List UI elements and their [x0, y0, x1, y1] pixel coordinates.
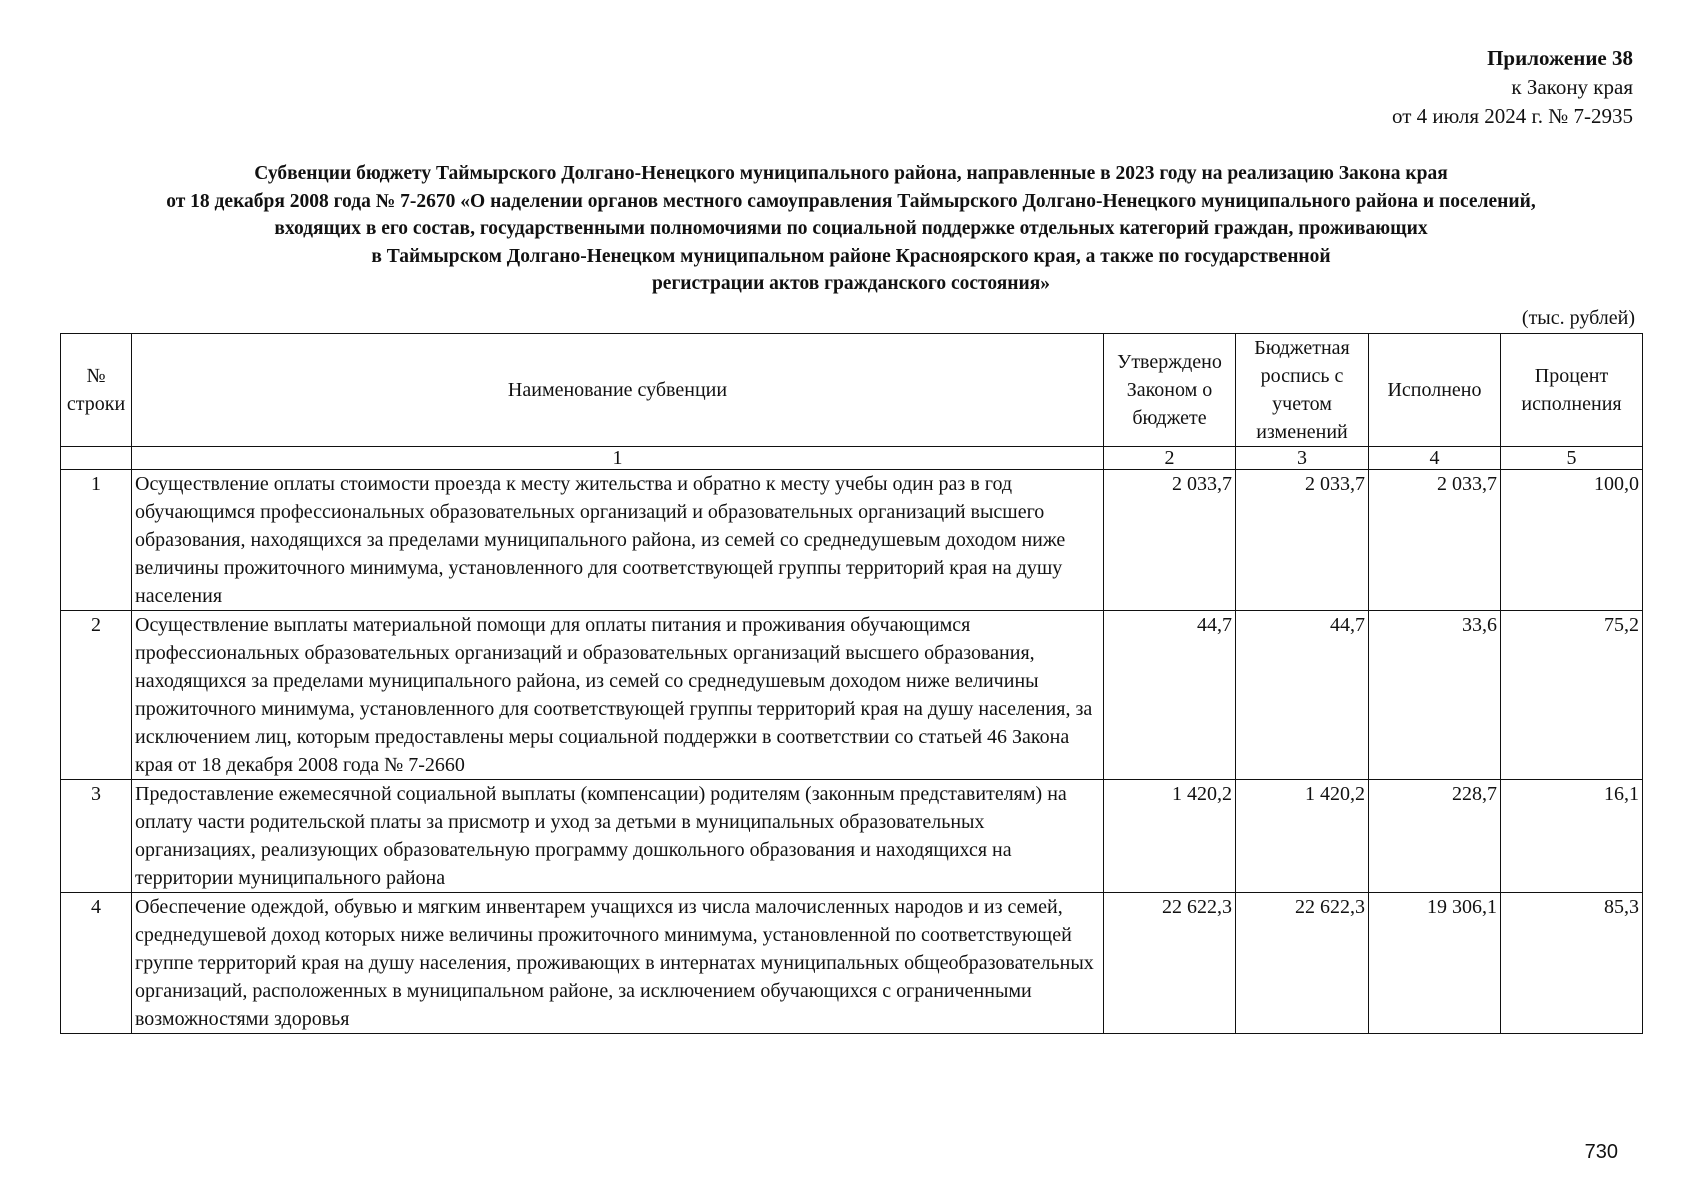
budget-schedule-value: 1 420,2	[1236, 780, 1369, 893]
column-number: 5	[1501, 447, 1643, 470]
column-number: 3	[1236, 447, 1369, 470]
table-row	[61, 780, 1643, 893]
percent-value: 75,2	[1501, 611, 1643, 780]
title-line: от 18 декабря 2008 года № 7-2670 «О наделении органов местного самоуправления Таймырского Долгано-Ненецкого муниципального района и поселений,	[166, 190, 1536, 212]
percent-value: 85,3	[1501, 893, 1643, 1034]
appendix-number: Приложение 38	[1487, 46, 1633, 70]
header-percent: Процент исполнения	[1501, 334, 1643, 447]
law-date-reference: от 4 июля 2024 г. № 7-2935	[1392, 104, 1633, 128]
approved-value: 1 420,2	[1104, 780, 1236, 893]
column-number-empty	[61, 447, 132, 470]
approved-value: 22 622,3	[1104, 893, 1236, 1034]
table-row	[61, 470, 1643, 611]
header-budget-schedule: Бюджетная роспись с учетом изменений	[1236, 334, 1369, 447]
table-row	[61, 893, 1643, 1034]
column-number: 4	[1369, 447, 1501, 470]
title-line: входящих в его состав, государственными полномочиями по социальной поддержке отдельных категорий граждан, проживающих	[274, 218, 1428, 239]
executed-value: 33,6	[1369, 611, 1501, 780]
header-name: Наименование субвенции	[132, 334, 1104, 447]
title-line: в Таймырском Долгано-Ненецком муниципальном районе Красноярского края, а также по государственной	[371, 245, 1331, 267]
row-number: 4	[61, 893, 132, 1034]
budget-schedule-value: 44,7	[1236, 611, 1369, 780]
column-number-row	[61, 447, 1643, 470]
column-number: 2	[1104, 447, 1236, 470]
title-line: Субвенции бюджету Таймырского Долгано-Ненецкого муниципального района, направленные в 2023 году на реализацию Закона края	[254, 163, 1448, 184]
header-approved: Утверждено Законом о бюджете	[1104, 334, 1236, 447]
subvention-name: Осуществление выплаты материальной помощи для оплаты питания и проживания обучающимся профессиональных образовательных организаций и образовательных организаций высшего образования, находящихся за пределами муниципального района, из семей со среднедушевым доходом ниже величины прожиточного минимума, установленного для соответствующей группы территорий края на душу населения, за исключением лиц, которым предоставлены меры социальной поддержки в соответствии со статьей 46 Закона края от 18 декабря 2008 года № 7-2660	[132, 611, 1104, 780]
subvention-name: Обеспечение одеждой, обувью и мягким инвентарем учащихся из числа малочисленных народов и из семей, среднедушевой доход которых ниже величины прожиточного минимума, установленной по соответствующей группе территорий края на душу населения, проживающих в интернатах муниципальных общеобразовательных организаций, расположенных в муниципальном районе, за исключением обучающихся с ограниченными возможностями здоровья	[132, 893, 1104, 1034]
title-line: регистрации актов гражданского состояния»	[651, 273, 1051, 294]
budget-schedule-value: 22 622,3	[1236, 893, 1369, 1034]
approved-value: 2 033,7	[1104, 470, 1236, 611]
executed-value: 228,7	[1369, 780, 1501, 893]
subventions-table	[60, 333, 1643, 1034]
approved-value: 44,7	[1104, 611, 1236, 780]
row-number: 2	[61, 611, 132, 780]
row-number: 1	[61, 470, 132, 611]
budget-schedule-value: 2 033,7	[1236, 470, 1369, 611]
units-label: (тыс. рублей)	[1521, 307, 1635, 329]
column-number: 1	[132, 447, 1104, 470]
executed-value: 2 033,7	[1369, 470, 1501, 611]
subvention-name: Осуществление оплаты стоимости проезда к месту жительства и обратно к месту учебы один раз в год обучающимся профессиональных образовательных организаций и образовательных организаций высшего образования, находящихся за пределами муниципального района, из семей со среднедушевым доходом ниже величины прожиточного минимума, установленного для соответствующей группы территорий края на душу населения	[132, 470, 1104, 611]
header-executed: Исполнено	[1369, 334, 1501, 447]
subvention-name: Предоставление ежемесячной социальной выплаты (компенсации) родителям (законным представителям) на оплату части родительской платы за присмотр и уход за детьми в муниципальных образовательных организациях, реализующих образовательную программу дошкольного образования и находящихся на территории муниципального района	[132, 780, 1104, 893]
header-row-number: № строки	[61, 334, 132, 447]
table-row	[61, 611, 1643, 780]
law-reference: к Закону края	[1511, 75, 1633, 99]
document-title	[40, 160, 1662, 298]
row-number: 3	[61, 780, 132, 893]
appendix-header	[1392, 44, 1633, 131]
page-number: 730	[1584, 1141, 1618, 1163]
percent-value: 16,1	[1501, 780, 1643, 893]
percent-value: 100,0	[1501, 470, 1643, 611]
executed-value: 19 306,1	[1369, 893, 1501, 1034]
table-header-row	[61, 334, 1643, 447]
